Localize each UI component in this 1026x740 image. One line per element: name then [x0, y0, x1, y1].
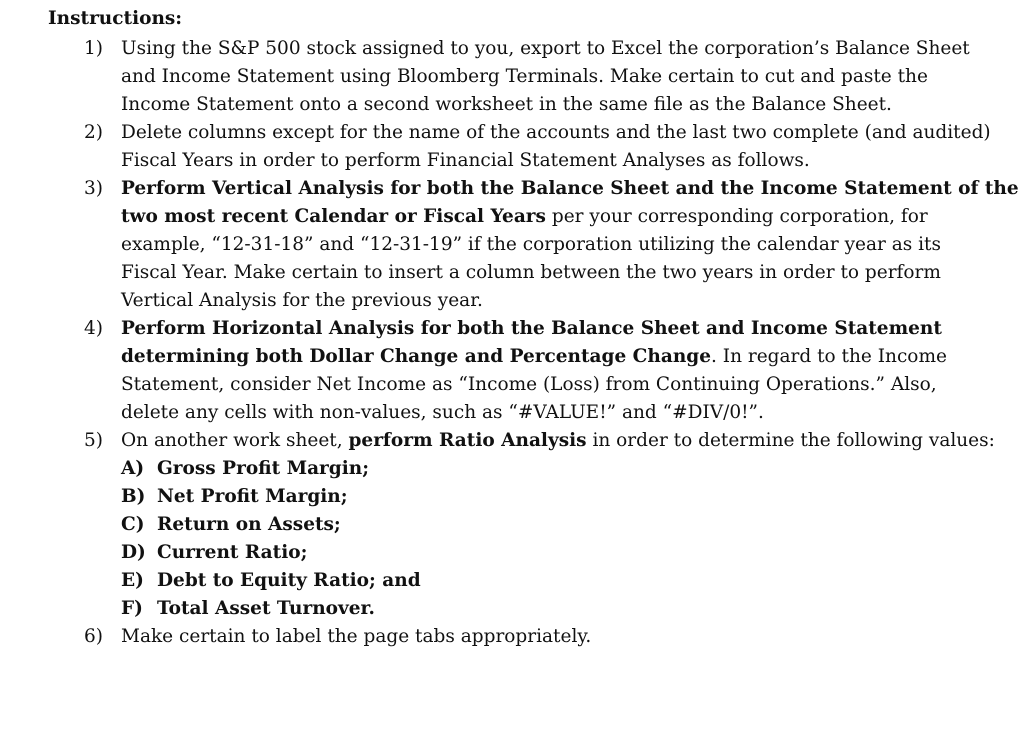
- subitem-net-profit-margin: [121, 483, 1001, 511]
- item-text-line: Using the S&P 500 stock assigned to you, export to Excel the corporation’s Balance Sheet: [121, 38, 970, 59]
- item-text-line: Delete columns except for the name of the accounts and the last two complete (and audited): [121, 122, 991, 143]
- instruction-item-5: [0, 427, 1001, 623]
- item-text-line: and Income Statement using Bloomberg Terminals. Make certain to cut and paste the: [121, 66, 928, 87]
- instruction-item-6: [0, 623, 1001, 651]
- subitem-letter: D): [121, 542, 146, 563]
- item-number: 6): [84, 626, 103, 647]
- instructions-list: [0, 35, 1026, 651]
- instructions-heading: Instructions:: [48, 8, 183, 29]
- item-text: . In regard to the Income: [711, 346, 947, 367]
- item-bold-line: Perform Horizontal Analysis for both the Balance Sheet and Income Statement: [121, 318, 942, 339]
- subitem-letter: C): [121, 514, 145, 535]
- subitem-text: Total Asset Turnover.: [157, 598, 375, 619]
- subitem-debt-to-equity-ratio: [121, 567, 1001, 595]
- instruction-item-2: [0, 119, 1001, 175]
- subitem-current-ratio: [121, 539, 1001, 567]
- subitem-text: Net Profit Margin;: [157, 486, 348, 507]
- item-text-line: Fiscal Years in order to perform Financial Statement Analyses as follows.: [121, 150, 810, 171]
- item-text: in order to determine the following values:: [586, 430, 995, 451]
- subitem-text: Debt to Equity Ratio; and: [157, 570, 421, 591]
- subitem-gross-profit-margin: [121, 455, 1001, 483]
- item-text-line: Fiscal Year. Make certain to insert a column between the two years in order to perform: [121, 262, 941, 283]
- item-text: per your corresponding corporation, for: [545, 206, 928, 227]
- item-mixed-line: [121, 427, 1001, 455]
- item-text-line: Vertical Analysis for the previous year.: [121, 290, 483, 311]
- subitem-letter: F): [121, 598, 143, 619]
- item-mixed-line: [121, 343, 1001, 371]
- item-text-line: delete any cells with non-values, such as “#VALUE!” and “#DIV/0!”.: [121, 402, 764, 423]
- item-mixed-line: [121, 203, 1001, 231]
- item-bold-text: determining both Dollar Change and Percentage Change: [121, 346, 711, 367]
- subitem-text: Current Ratio;: [157, 542, 308, 563]
- item-text-line: Statement, consider Net Income as “Income (Loss) from Continuing Operations.” Also,: [121, 374, 937, 395]
- item-text-line: example, “12-31-18” and “12-31-19” if the corporation utilizing the calendar year as its: [121, 234, 941, 255]
- instruction-item-3: [0, 175, 1019, 315]
- item-number: 1): [84, 38, 103, 59]
- subitem-letter: E): [121, 570, 144, 591]
- subitem-total-asset-turnover: [121, 595, 1001, 623]
- subitem-text: Return on Assets;: [157, 514, 341, 535]
- item-text-line: Income Statement onto a second worksheet in the same file as the Balance Sheet.: [121, 94, 892, 115]
- subitem-letter: A): [121, 458, 145, 479]
- item-bold-text: perform Ratio Analysis: [348, 430, 587, 451]
- item-bold-text: two most recent Calendar or Fiscal Years: [121, 206, 546, 227]
- instruction-item-4: [0, 315, 1001, 427]
- item-text-line: Make certain to label the page tabs appropriately.: [121, 626, 592, 647]
- item-number: 5): [84, 430, 103, 451]
- item-number: 3): [84, 178, 103, 199]
- subitem-return-on-assets: [121, 511, 1001, 539]
- subitem-text: Gross Profit Margin;: [157, 458, 370, 479]
- item-bold-line: Perform Vertical Analysis for both the Balance Sheet and the Income Statement of the: [121, 178, 1019, 199]
- item-number: 2): [84, 122, 103, 143]
- instruction-item-1: [0, 35, 1001, 119]
- item-number: 4): [84, 318, 103, 339]
- item-text: On another work sheet,: [121, 430, 349, 451]
- subitem-letter: B): [121, 486, 146, 507]
